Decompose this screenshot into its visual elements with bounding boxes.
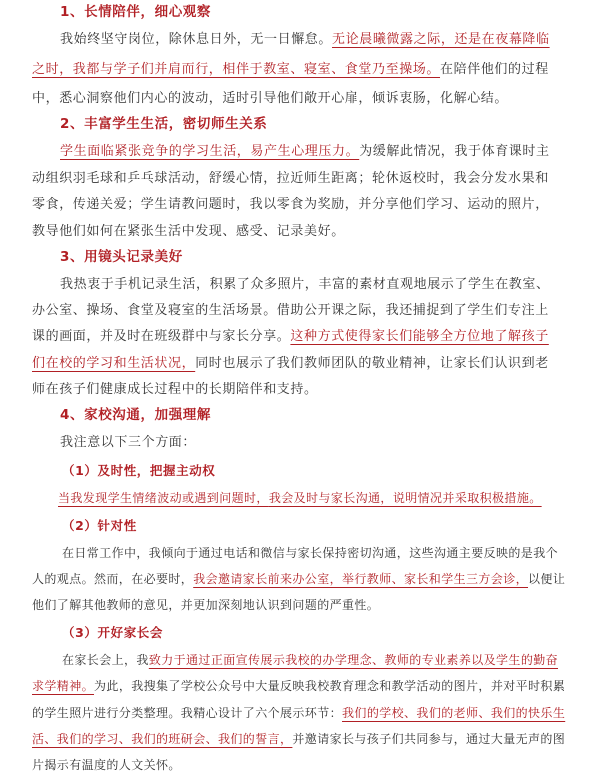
section-4-intro: 我注意以下三个方面：	[60, 435, 197, 450]
subsection-2-heading: （2）针对性	[62, 518, 137, 533]
highlight-span: 学生面临紧张竞争的学习生活，易产生心理压力。	[60, 144, 360, 159]
section-4-heading: 4、家校沟通，加强理解	[60, 407, 211, 423]
text-span: 在陪伴他们的过程	[440, 62, 549, 77]
section-1-line-3: 中，悉心洞察他们内心的波动，适时引导他们敞开心扉，倾诉衷肠，化解心结。	[32, 91, 509, 106]
highlight-span: 求学精神。	[32, 679, 95, 693]
subsection-3-line-3	[32, 705, 565, 722]
text-span: 我始终坚守岗位，除休息日外，无一日懈怠。	[60, 32, 333, 47]
subsection-2-line-3: 他们了解其他教师的意见，并更加深刻地认识到问题的严重性。	[32, 598, 380, 612]
section-3-line-2: 办公室、操场、食堂及寝室的生活场景。借助公开课之际，我还捕捉到了学生们专注上	[32, 303, 549, 318]
section-2-line-4: 教导他们如何在紧张生活中发现、感受、记录美好。	[32, 224, 345, 239]
highlight-span: 当我发现学生情绪波动或遇到问题时，	[58, 491, 269, 505]
highlight-span: 我会邀请家长前来办公室，举行教师、家长和学生三方会诊，	[193, 572, 529, 586]
subsection-3-heading: （3）开好家长会	[62, 625, 163, 640]
highlight-span: 我们的学校、我们的老师、我们的快乐生	[342, 706, 566, 720]
text-span: 的学生照片进行分类整理。我精心设计了六个展示环节：	[32, 706, 343, 720]
subsection-3-line-1	[62, 652, 558, 669]
text-span: 并邀请家长与孩子们共同参与，通过大量无声的图	[292, 732, 566, 746]
subsection-3-line-4	[32, 731, 565, 748]
text-span: 人的观点。然而，在必要时，	[32, 572, 194, 586]
section-3-line-5: 师在孩子们健康成长过程中的长期陪伴和支持。	[32, 382, 318, 397]
section-1-line-1	[60, 31, 550, 48]
subsection-1-line	[58, 490, 542, 507]
section-3-heading: 3、用镜头记录美好	[60, 249, 183, 265]
highlight-span: 这种方式使得家长们能够全方位地了解孩子	[290, 329, 549, 344]
subsection-3-line-5: 片揭示有温度的人文关怀。	[32, 758, 181, 772]
subsection-1-heading: （1）及时性，把握主动权	[62, 463, 216, 478]
text-span: 以便让	[528, 572, 566, 586]
text-span: 为此，我搜集了学校公众号中大量反映我校教育理念和教学活动的图片，并对平时积累	[94, 679, 566, 693]
subsection-2-line-1: 在日常工作中，我倾向于通过电话和微信与家长保持密切沟通，这些沟通主要反映的是我个	[62, 546, 559, 560]
highlight-span: 致力于通过正面宣传展示我校的办学理念、教师的专业素养以及学生的勤奋	[148, 653, 559, 667]
text-span: 在家长会上，我	[62, 653, 149, 667]
section-2-line-3: 零食，传递关爱；学生请教问题时，我以零食为奖励，并分享他们学习、运动的照片，	[32, 197, 549, 212]
section-2-line-1	[60, 143, 550, 160]
section-3-line-1: 我热衷于手机记录生活，积累了众多照片，丰富的素材直观地展示了学生在教室、	[60, 277, 550, 292]
subsection-2-line-2	[32, 571, 565, 588]
text-span: 同时也展示了我们教师团队的敬业精神，让家长们认识到老	[195, 356, 549, 371]
section-1-line-2	[32, 61, 549, 78]
highlight-span: 无论晨曦微露之际，还是在夜幕降临	[332, 32, 550, 47]
subsection-3-line-2	[32, 678, 565, 695]
highlight-span: 活、我们的学习、我们的班研会、我们的誓言，	[32, 732, 293, 746]
section-1-heading: 1、长情陪伴，细心观察	[60, 4, 211, 20]
text-span: 为缓解此情况，我于体育课时主	[359, 144, 550, 159]
section-3-line-3	[32, 328, 549, 345]
highlight-span: 们在校的学习和生活状况，	[32, 356, 196, 371]
text-span: 课的画面，并及时在班级群中与家长分享。	[32, 329, 291, 344]
section-2-heading: 2、丰富学生生活，密切师生关系	[60, 116, 268, 132]
highlight-span: 我会及时与家长沟通，说明情况并采取积极措施。	[268, 491, 542, 505]
highlight-span: 之时，我都与学子们并肩而行，相伴于教室、寝室、食堂乃至操场。	[32, 62, 441, 77]
section-2-line-2: 动组织羽毛球和乒乓球活动，舒缓心情，拉近师生距离；轮休返校时，我会分发水果和	[32, 171, 549, 186]
section-3-line-4	[32, 355, 549, 372]
